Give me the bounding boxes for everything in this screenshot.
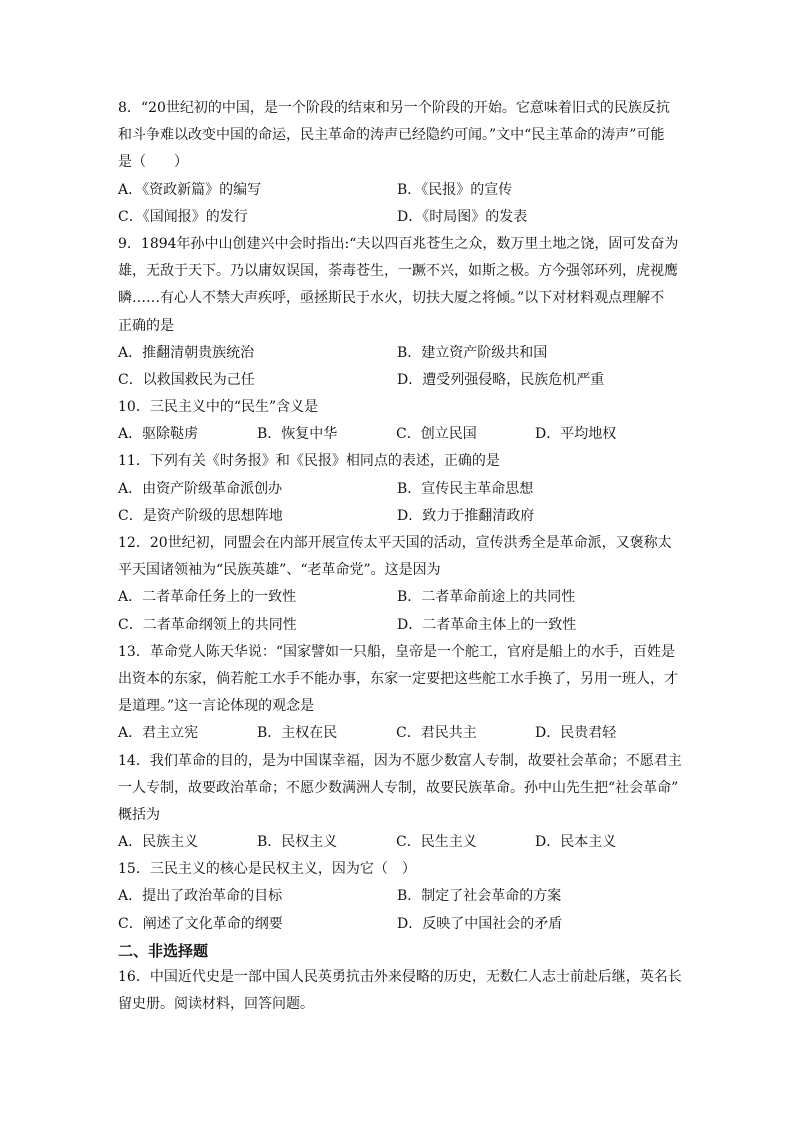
question-stem-line: 11．下列有关《时务报》和《民报》相同点的表述，正确的是 (118, 453, 500, 470)
question-12 (118, 530, 678, 639)
option-d: D．二者革命主体上的一致性 (397, 616, 577, 633)
option-a: A．民族主义 (118, 834, 199, 851)
option-a: A．二者革命任务上的一致性 (118, 589, 297, 606)
question-14 (118, 748, 682, 857)
question-10 (118, 394, 678, 448)
option-c: C．是资产阶级的思想阵地 (118, 507, 283, 524)
question-stem-line: 是道理。”这一言论体现的观念是 (118, 698, 315, 715)
option-b: B．宣传民主革命思想 (397, 480, 534, 497)
option-d: D．民贵君轻 (535, 725, 617, 742)
option-a: A．驱除鞑虏 (118, 426, 199, 443)
question-15 (118, 856, 678, 938)
question-stem-line: 9．1894年孙中山创建兴中会时指出:“夫以四百兆苍生之众，数万里土地之饶，固可发奋为 (118, 235, 679, 252)
question-stem-line: 14．我们革命的目的，是为中国谋幸福，因为不愿少数富人专制，故要社会革命；不愿君主 (118, 752, 682, 769)
question-stem-line: 雄，无敌于天下。乃以庸奴误国，荼毒苍生，一蹶不兴，如斯之极。方今强邻环列，虎视鹰 (118, 263, 678, 280)
option-b: B．建立资产阶级共和国 (397, 344, 548, 361)
option-row (118, 204, 678, 231)
question-16 (118, 964, 682, 1018)
question-stem-line: 平天国诸领袖为“民族英雄”、“老革命党”。这是因为 (118, 562, 441, 579)
option-row (118, 177, 678, 204)
option-row (118, 612, 678, 639)
option-row (118, 503, 678, 530)
option-b: B．恢复中华 (257, 426, 338, 443)
option-c: C．以救国救民为己任 (118, 371, 255, 388)
option-c: C．二者革命纲领上的共同性 (118, 616, 297, 633)
question-8 (118, 95, 678, 231)
option-a: A．《资政新篇》的编写 (118, 181, 262, 198)
option-row (118, 476, 678, 503)
question-stem-line: 概括为 (118, 806, 160, 823)
option-row (118, 911, 678, 938)
option-row (118, 340, 678, 367)
option-c: C．民生主义 (396, 834, 477, 851)
question-list (118, 95, 682, 1018)
option-row (118, 421, 678, 448)
option-b: B．主权在民 (257, 725, 338, 742)
question-stem-line: 和斗争难以改变中国的命运，民主革命的涛声已经隐约可闻。”文中“民主革命的涛声”可能 (118, 127, 665, 144)
option-d: D．致力于推翻清政府 (397, 507, 535, 524)
option-d: D．反映了中国社会的矛盾 (397, 915, 563, 932)
option-row (118, 367, 678, 394)
question-stem-line: 15．三民主义的核心是民权主义，因为它（ ） (118, 861, 416, 878)
section-title: 二、非选择题 (118, 941, 209, 960)
option-row (118, 720, 678, 747)
question-9 (118, 231, 678, 394)
option-c: C．《国闻报》的发行 (118, 208, 248, 225)
option-a: A．推翻清朝贵族统治 (118, 344, 255, 361)
question-stem-line: 是（ ） (118, 154, 188, 171)
option-c: C．君民共主 (396, 725, 477, 742)
question-stem-line: 8．“20世纪初的中国，是一个阶段的结束和另一个阶段的开始。它意味着旧式的民族反抗 (118, 100, 670, 116)
question-stem-line: 留史册。阅读材料，回答问题。 (118, 996, 314, 1012)
question-11 (118, 448, 678, 530)
question-stem-line: 16．中国近代史是一部中国人民英勇抗击外来侵略的历史，无数仁人志士前赴后继，英名长 (118, 968, 682, 985)
option-c: C．阐述了文化革命的纲要 (118, 915, 283, 932)
option-row (118, 883, 678, 910)
option-a: A．君主立宪 (118, 725, 199, 742)
question-stem-line: 一人专制，故要政治革命；不愿少数满洲人专制，故要民族革命。孙中山先生把“社会革命” (118, 779, 679, 796)
option-d: D．《时局图》的发表 (397, 208, 528, 225)
question-stem-line: 瞵……有心人不禁大声疾呼，亟拯斯民于水火，切扶大厦之将倾。”以下对材料观点理解不 (118, 290, 665, 307)
option-row (118, 829, 678, 856)
option-a: A．提出了政治革命的目标 (118, 888, 283, 905)
option-d: D．遭受列强侵略，民族危机严重 (397, 371, 605, 388)
question-stem-line: 正确的是 (118, 317, 174, 334)
question-stem-line: 13．革命党人陈天华说：“国家譬如一只船，皇帝是一个舵工，官府是船上的水手，百姓是 (118, 643, 675, 660)
option-b: B．制定了社会革命的方案 (397, 888, 562, 905)
question-stem-line: 12．20世纪初，同盟会在内部开展宣传太平天国的活动，宣传洪秀全是革命派，又褒称太 (118, 535, 672, 551)
question-stem-line: 10．三民主义中的“民生”含义是 (118, 399, 319, 416)
option-b: B．二者革命前途上的共同性 (397, 589, 576, 606)
option-a: A．由资产阶级革命派创办 (118, 480, 283, 497)
question-stem-line: 出资本的东家，倘若舵工水手不能办事，东家一定要把这些舵工水手换了，另用一班人，才 (118, 670, 678, 687)
option-d: D．平均地权 (535, 426, 617, 443)
option-d: D．民本主义 (535, 834, 617, 851)
option-c: C．创立民国 (396, 426, 477, 443)
option-b: B．民权主义 (257, 834, 338, 851)
option-row (118, 584, 678, 611)
option-b: B．《民报》的宣传 (397, 181, 513, 198)
question-13 (118, 639, 678, 748)
